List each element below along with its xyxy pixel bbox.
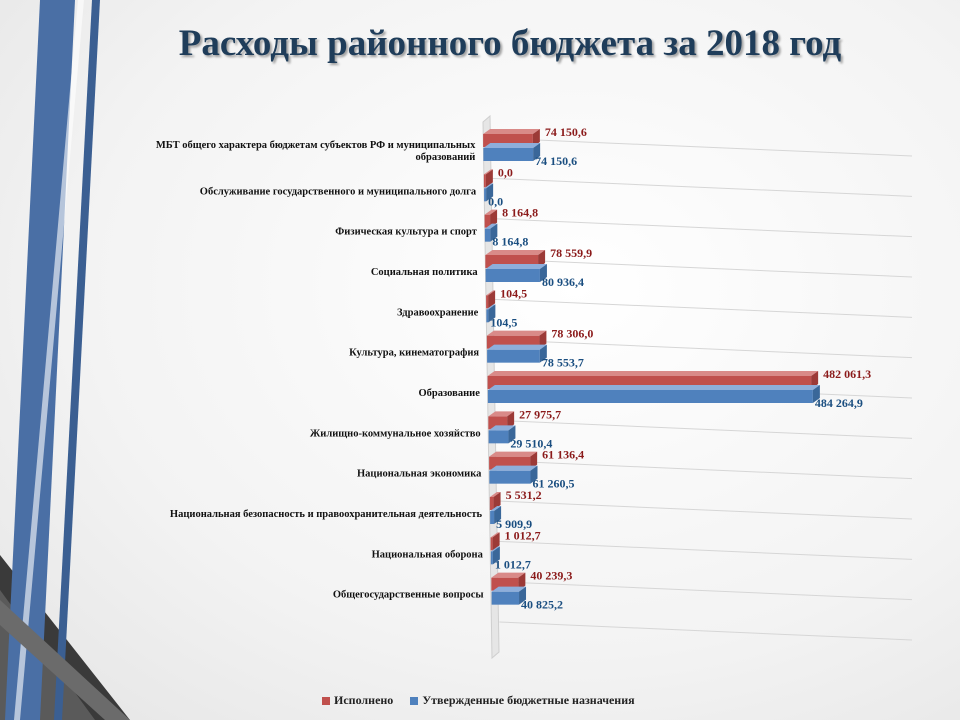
gridline [496,420,912,438]
legend-item-executed [322,693,393,708]
chart-legend [322,693,649,708]
bar-top-face [487,345,547,350]
data-label-approved: 484 264,9 [814,396,863,410]
legend-label-approved: Утвержденные бюджетные назначения [422,693,635,707]
category-label: Физическая культура и спорт [335,226,477,238]
bar-top-face [483,129,540,134]
data-label-approved: 78 553,7 [541,355,584,370]
decorative-stripes [0,0,130,720]
category-label: Здравоохранение [397,307,479,319]
data-label-approved: 1 012,7 [494,557,531,572]
data-label-executed: 78 306,0 [551,326,594,341]
data-label-executed: 74 150,6 [544,125,587,139]
data-label-executed: 40 239,3 [530,568,573,583]
category-label: Национальная оборона [371,549,483,561]
data-label-executed: 104,5 [500,286,528,301]
bar-approved [489,471,530,484]
data-label-executed: 0,0 [497,165,513,180]
data-label-executed: 8 164,8 [502,205,539,220]
bar-top-face [489,466,537,471]
data-label-executed: 1 012,7 [504,528,541,543]
gridline [492,219,912,237]
data-label-executed: 5 531,2 [505,488,542,502]
bar-approved [485,229,490,242]
data-label-approved: 8 164,8 [492,234,529,249]
bar-top-face [487,331,547,336]
gridline [491,178,912,196]
page-title: Расходы районного бюджета за 2018 год [178,23,842,64]
data-label-approved: 0,0 [488,194,504,209]
gridline [497,501,912,519]
data-label-executed: 78 559,9 [550,246,593,260]
bar-top-face [483,143,540,148]
bar-approved [491,551,493,564]
data-label-executed: 27 975,7 [519,407,562,422]
category-label: Обслуживание государственного и муниципального долга [199,186,477,198]
bar-executed [490,497,494,510]
bar-approved [489,430,509,443]
legend-label-executed: Исполнено [334,693,394,707]
bar-approved [486,309,488,322]
bar-executed [486,295,488,308]
category-label: Национальная экономика [357,468,482,480]
gridline [499,622,912,640]
bar-top-face [488,371,819,376]
bar-approved [484,188,486,201]
data-label-approved: 61 260,5 [532,476,575,491]
data-label-executed: 61 136,4 [542,447,585,462]
bar-approved [486,269,540,282]
category-label: Общегосударственные вопросы [332,589,484,601]
category-label: МБТ общего характера бюджетам субъектов РФ и муниципальных [155,140,476,151]
gridline [498,541,912,559]
data-label-approved: 80 936,4 [541,275,584,289]
legend-swatch-executed [322,697,330,705]
bar-executed [484,174,486,187]
data-labels [488,125,871,612]
bar-approved [488,390,813,403]
category-label: Культура, кинематография [349,347,480,359]
data-label-approved: 104,5 [490,315,518,330]
bar-top-face [485,250,545,255]
category-label: Национальная безопасность и правоохранительная деятельность [169,509,483,520]
gridline [493,299,912,317]
legend-item-approved [410,693,634,708]
data-label-executed: 482 061,3 [823,367,872,381]
category-label: образований [415,152,476,163]
bar-approved [483,148,533,161]
category-label: Образование [418,388,480,399]
bar-top-face [486,264,547,269]
category-labels [156,140,484,601]
bar-top-face [489,452,537,457]
data-label-approved: 5 909,9 [496,517,533,531]
category-label: Социальная политика [370,267,478,278]
bar-executed [491,537,493,550]
category-label: Жилищно-коммунальное хозяйство [309,428,481,440]
legend-swatch-approved [410,697,418,705]
bar-approved [492,592,519,605]
data-label-approved: 29 510,4 [510,436,553,451]
bar-top-face [488,385,820,390]
bar-approved [487,350,540,363]
bar-approved [490,511,494,524]
data-label-approved: 40 825,2 [521,597,564,612]
data-label-approved: 74 150,6 [535,154,578,168]
